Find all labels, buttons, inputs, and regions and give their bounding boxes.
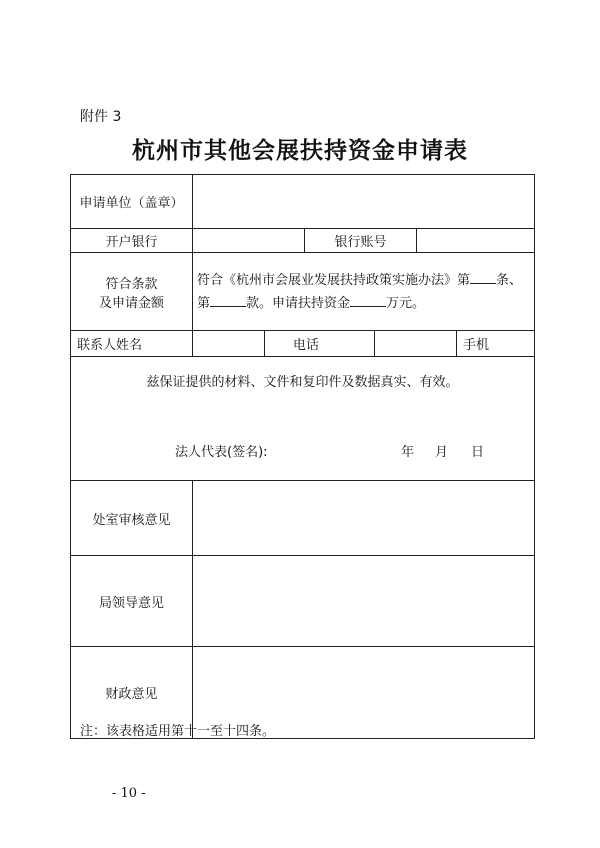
clause-item-blank[interactable] [210, 293, 246, 307]
phone-input[interactable] [375, 331, 457, 357]
finance-label: 财政意见 [71, 647, 193, 739]
bureau-leader-input[interactable] [193, 556, 535, 647]
month-label: 月 [435, 445, 449, 460]
bank-label: 开户银行 [71, 229, 193, 253]
declaration-cell [71, 357, 535, 481]
account-input[interactable] [417, 229, 535, 253]
legal-rep-label: 法人代表(签名): [175, 445, 268, 460]
row-dept-review [71, 481, 535, 556]
row-contact [71, 331, 535, 357]
row-declaration [71, 357, 535, 481]
row-bureau-leader [71, 556, 535, 647]
clause-text [193, 253, 535, 331]
clause-text-part1: 符合《杭州市会展业发展扶持政策实施办法》第 [197, 272, 471, 288]
form-title: 杭州市其他会展扶持资金申请表 [132, 137, 468, 164]
row-clause [71, 253, 535, 331]
contact-input[interactable] [193, 331, 265, 357]
dept-review-input[interactable] [193, 481, 535, 556]
dept-review-label: 处室审核意见 [71, 481, 193, 556]
amount-blank[interactable] [350, 293, 386, 307]
bank-input[interactable] [193, 229, 305, 253]
clause-article-blank[interactable] [470, 270, 496, 284]
application-form-table [70, 174, 535, 739]
applicant-input[interactable] [193, 175, 535, 229]
year-label: 年 [401, 445, 415, 460]
phone-label: 电话 [265, 331, 375, 357]
mobile-label [457, 331, 535, 357]
row-applicant [71, 175, 535, 229]
clause-text-part3: 款。申请扶持资金 [246, 295, 351, 311]
footnote: 注：该表格适用第十一至十四条。 [80, 724, 276, 739]
day-label: 日 [471, 445, 485, 460]
page-number: - 10 - [112, 786, 146, 801]
row-bank [71, 229, 535, 253]
declaration-text: 兹保证提供的材料、文件和复印件及数据真实、有效。 [146, 375, 459, 390]
contact-label: 联系人姓名 [71, 331, 193, 357]
account-label: 银行账号 [305, 229, 417, 253]
clause-text-part2: 条、第 [197, 272, 523, 311]
bureau-leader-label: 局领导意见 [71, 556, 193, 647]
clause-label-line2: 及申请金额 [98, 295, 164, 311]
attachment-label: 附件 3 [80, 109, 122, 125]
clause-label-line1: 符合条款 [105, 276, 158, 292]
clause-label [71, 253, 193, 331]
clause-text-part4: 万元。 [386, 295, 426, 311]
mobile-label-text: 手机 [463, 338, 490, 353]
applicant-label: 申请单位（盖章） [71, 175, 193, 229]
